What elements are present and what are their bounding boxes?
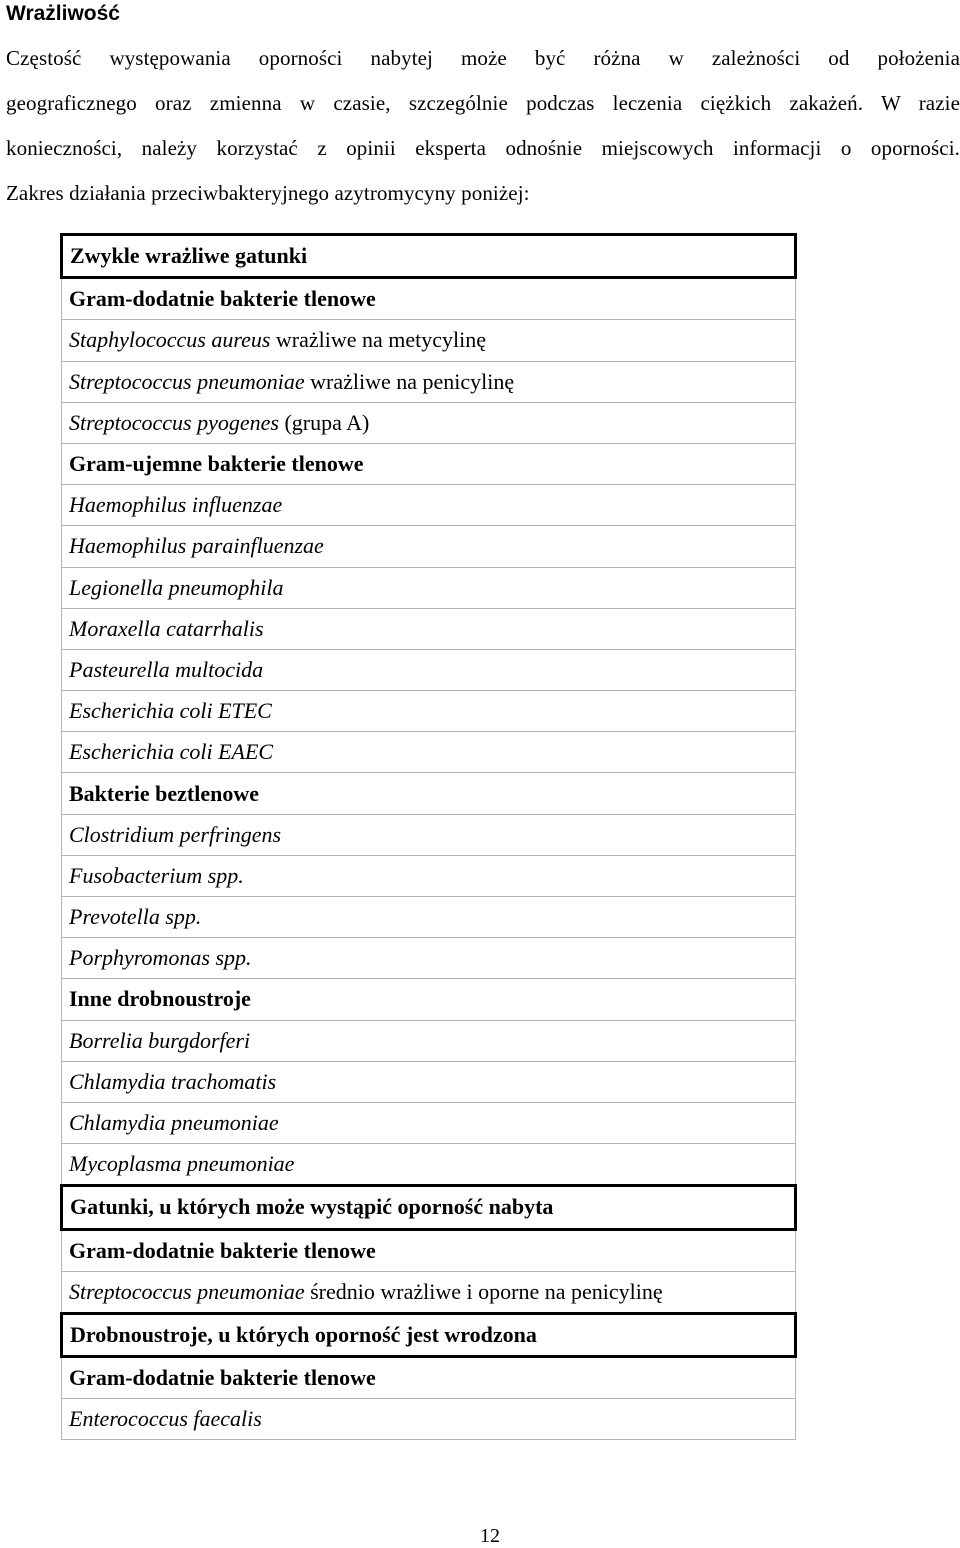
- table-cell: [62, 567, 796, 608]
- organism-row: [62, 485, 796, 526]
- group-header-row: [62, 443, 796, 484]
- paragraph-line: geograficznego oraz zmienna w czasie, szczególnie podczas leczenia ciężkich zakażeń. W razie: [6, 91, 960, 115]
- organism-name: Fusobacterium spp.: [69, 862, 244, 888]
- group-header-row: [62, 979, 796, 1020]
- table-cell: [62, 1271, 796, 1313]
- table-cell: [62, 691, 796, 732]
- organism-name: Porphyromonas spp.: [69, 945, 252, 971]
- paragraph-line: konieczności, należy korzystać z opinii eksperta odnośnie miejscowych informacji o oporności.: [6, 136, 960, 160]
- table-cell: [62, 1229, 796, 1271]
- organism-row: [62, 1399, 796, 1440]
- organism-name: Escherichia coli EAEC: [69, 739, 274, 765]
- organism-name: Borrelia burgdorferi: [69, 1027, 251, 1053]
- organism-row: [62, 938, 796, 979]
- organism-row: [62, 732, 796, 773]
- table-cell: [62, 1313, 796, 1356]
- organism-name: Mycoplasma pneumoniae: [69, 1151, 295, 1177]
- organism-row: [62, 361, 796, 402]
- group-header-row: [62, 1229, 796, 1271]
- organism-qualifier: średnio wrażliwe i oporne na penicylinę: [304, 1278, 663, 1304]
- table-cell: [62, 235, 796, 278]
- section-header-row: [62, 1186, 796, 1229]
- organism-qualifier: wrażliwe na metycylinę: [270, 327, 487, 353]
- section-header-row: [62, 1313, 796, 1356]
- table-cell: [62, 814, 796, 855]
- table-cell: [62, 1102, 796, 1143]
- organism-row: [62, 897, 796, 938]
- organism-qualifier: (grupa A): [278, 409, 370, 435]
- organism-row: [62, 1271, 796, 1313]
- group-header-row: [62, 278, 796, 320]
- organism-name: Streptococcus pneumoniae: [69, 368, 305, 394]
- row-label: Gram-dodatnie bakterie tlenowe: [69, 1237, 376, 1263]
- table-cell: [62, 773, 796, 814]
- page-number: 12: [480, 1525, 500, 1547]
- organism-name: Staphylococcus aureus: [69, 327, 271, 353]
- section-header-row: [62, 235, 796, 278]
- table-cell: [62, 1399, 796, 1440]
- organism-row: [62, 402, 796, 443]
- organism-qualifier: wrażliwe na penicylinę: [304, 368, 515, 394]
- table-cell: [62, 1144, 796, 1186]
- organism-row: [62, 691, 796, 732]
- organism-name: Haemophilus influenzae: [69, 492, 283, 518]
- row-label: Zwykle wrażliwe gatunki: [70, 243, 308, 269]
- organism-row: [62, 1020, 796, 1061]
- row-label: Gram-dodatnie bakterie tlenowe: [69, 286, 376, 312]
- intro-paragraph: [6, 36, 960, 216]
- table-cell: [62, 1061, 796, 1102]
- organism-name: Clostridium perfringens: [69, 821, 282, 847]
- organism-row: [62, 855, 796, 896]
- organism-row: [62, 1144, 796, 1186]
- organism-row: [62, 649, 796, 690]
- antibacterial-spectrum-table: [60, 233, 797, 1440]
- organism-name: Enterococcus faecalis: [69, 1406, 262, 1432]
- table-cell: [62, 979, 796, 1020]
- row-label: Bakterie beztlenowe: [69, 780, 259, 806]
- table-cell: [62, 1357, 796, 1399]
- organism-row: [62, 320, 796, 361]
- organism-name: Streptococcus pyogenes: [69, 409, 279, 435]
- spectrum-table-body: [62, 235, 796, 1440]
- organism-name: Escherichia coli ETEC: [69, 698, 272, 724]
- organism-name: Legionella pneumophila: [69, 574, 284, 600]
- organism-name: Prevotella spp.: [69, 904, 202, 930]
- table-cell: [62, 1020, 796, 1061]
- row-label: Gram-ujemne bakterie tlenowe: [69, 451, 364, 477]
- row-label: Gatunki, u których może wystąpić oporność nabyta: [70, 1194, 554, 1220]
- row-label: Gram-dodatnie bakterie tlenowe: [69, 1365, 376, 1391]
- organism-name: Haemophilus parainfluenzae: [69, 533, 324, 559]
- table-cell: [62, 485, 796, 526]
- organism-row: [62, 526, 796, 567]
- organism-row: [62, 567, 796, 608]
- organism-row: [62, 814, 796, 855]
- table-cell: [62, 278, 796, 320]
- organism-name: Chlamydia pneumoniae: [69, 1110, 279, 1136]
- table-cell: [62, 732, 796, 773]
- organism-name: Streptococcus pneumoniae: [69, 1278, 305, 1304]
- table-cell: [62, 608, 796, 649]
- row-label: Inne drobnoustroje: [69, 986, 251, 1012]
- group-header-row: [62, 773, 796, 814]
- table-cell: [62, 361, 796, 402]
- organism-name: Pasteurella multocida: [69, 656, 264, 682]
- organism-name: Moraxella catarrhalis: [69, 615, 264, 641]
- organism-row: [62, 608, 796, 649]
- table-cell: [62, 443, 796, 484]
- table-cell: [62, 320, 796, 361]
- table-cell: [62, 897, 796, 938]
- organism-row: [62, 1102, 796, 1143]
- table-cell: [62, 526, 796, 567]
- table-cell: [62, 855, 796, 896]
- table-cell: [62, 1186, 796, 1229]
- table-cell: [62, 402, 796, 443]
- paragraph-line: Częstość występowania oporności nabytej może być różna w zależności od położenia: [6, 46, 960, 70]
- paragraph-line: Zakres działania przeciwbakteryjnego azytromycyny poniżej:: [6, 181, 530, 205]
- row-label: Drobnoustroje, u których oporność jest wrodzona: [70, 1321, 537, 1347]
- section-heading: Wrażliwość: [6, 2, 120, 25]
- group-header-row: [62, 1357, 796, 1399]
- organism-name: Chlamydia trachomatis: [69, 1068, 277, 1094]
- organism-row: [62, 1061, 796, 1102]
- table-cell: [62, 938, 796, 979]
- table-cell: [62, 649, 796, 690]
